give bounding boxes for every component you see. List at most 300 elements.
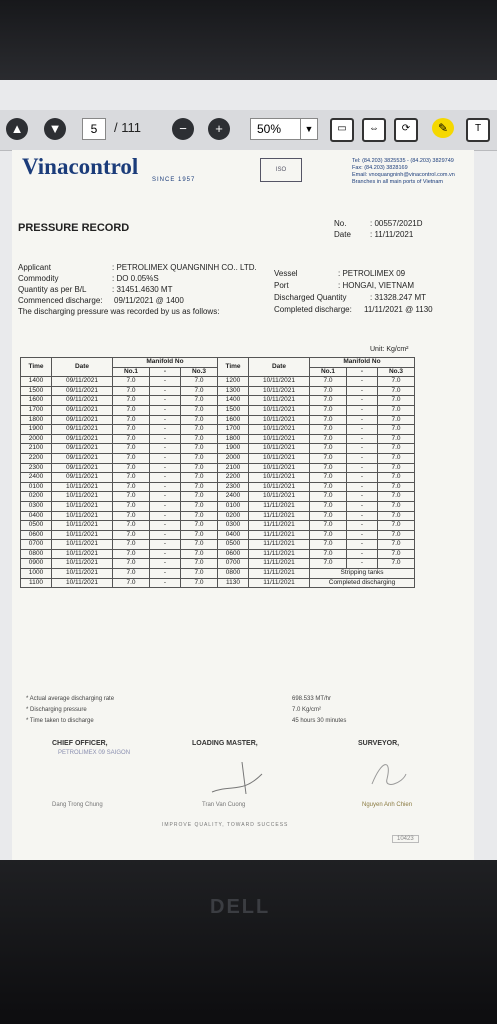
table-cell: - <box>150 453 181 463</box>
table-cell: 7.0 <box>378 463 415 473</box>
table-cell: 7.0 <box>113 453 150 463</box>
table-row <box>21 511 415 521</box>
table-cell: 2300 <box>21 463 52 473</box>
table-cell: 09/11/2021 <box>52 444 113 454</box>
table-cell: 7.0 <box>181 549 218 559</box>
zoom-out-icon[interactable]: − <box>172 118 194 140</box>
table-cell: 7.0 <box>310 396 347 406</box>
table-cell: 7.0 <box>378 386 415 396</box>
table-cell: - <box>347 492 378 502</box>
table-cell: 7.0 <box>378 444 415 454</box>
table-cell: 7.0 <box>310 386 347 396</box>
table-cell: 7.0 <box>378 405 415 415</box>
table-cell: - <box>150 492 181 502</box>
arrow-down-icon[interactable]: ▼ <box>44 118 66 140</box>
table-cell: - <box>150 578 181 588</box>
header-date-2: Date <box>249 358 310 377</box>
table-cell: - <box>150 425 181 435</box>
commenced-label: Commenced discharge: <box>18 296 103 305</box>
table-cell: 0500 <box>218 540 249 550</box>
table-cell: 7.0 <box>310 521 347 531</box>
comment-icon[interactable]: ✎ <box>432 118 454 138</box>
page-stamp: 10423 <box>392 835 419 843</box>
table-cell: 7.0 <box>113 578 150 588</box>
table-cell: - <box>347 405 378 415</box>
table-cell: 1600 <box>21 396 52 406</box>
table-cell: 7.0 <box>310 434 347 444</box>
table-cell: - <box>150 434 181 444</box>
chief-officer-name: Dang Trong Chung <box>52 802 103 808</box>
table-cell: - <box>150 569 181 579</box>
table-cell: 7.0 <box>113 549 150 559</box>
table-cell: 09/11/2021 <box>52 453 113 463</box>
table-cell: 2000 <box>218 453 249 463</box>
table-cell: 11/11/2021 <box>249 521 310 531</box>
company-address: Tel: (84.203) 3825535 - (84.203) 3829749 Fax: (84.203) 3828169 Email: vnoquangninh@vinacontrol.com.vn Branches in all main ports of Vietnam <box>352 158 455 185</box>
unit-label: Unit: Kg/cm² <box>370 346 409 353</box>
table-cell: 2000 <box>21 434 52 444</box>
table-cell: 09/11/2021 <box>52 473 113 483</box>
table-row <box>21 463 415 473</box>
table-row <box>21 569 415 579</box>
table-cell: - <box>347 415 378 425</box>
table-cell: - <box>150 444 181 454</box>
table-cell: 7.0 <box>113 482 150 492</box>
vessel-value: : PETROLIMEX 09 <box>338 269 406 278</box>
table-cell: - <box>347 540 378 550</box>
table-cell: 10/11/2021 <box>249 434 310 444</box>
table-cell: 10/11/2021 <box>52 501 113 511</box>
table-row <box>21 473 415 483</box>
table-cell: 10/11/2021 <box>249 473 310 483</box>
loading-master-name: Tran Van Cuong <box>202 802 246 808</box>
table-cell: 7.0 <box>181 530 218 540</box>
table-cell: 10/11/2021 <box>52 530 113 540</box>
table-cell: 7.0 <box>113 540 150 550</box>
table-cell: - <box>347 511 378 521</box>
table-cell: 10/11/2021 <box>249 444 310 454</box>
table-cell: 7.0 <box>378 549 415 559</box>
table-cell: 0400 <box>21 511 52 521</box>
table-cell: 11/11/2021 <box>249 540 310 550</box>
table-cell: 2400 <box>21 473 52 483</box>
port-value: : HONGAI, VIETNAM <box>338 281 415 290</box>
table-cell: 7.0 <box>113 396 150 406</box>
record-date-label: Date <box>334 230 351 239</box>
table-cell: 11/11/2021 <box>249 530 310 540</box>
table-cell: 10/11/2021 <box>52 578 113 588</box>
record-no-label: No. <box>334 219 347 228</box>
table-cell: 0800 <box>21 549 52 559</box>
page-number-input[interactable]: 5 <box>82 118 106 140</box>
table-row <box>21 501 415 511</box>
table-cell: - <box>150 405 181 415</box>
table-cell: 7.0 <box>181 540 218 550</box>
table-cell: 7.0 <box>378 434 415 444</box>
table-cell: 7.0 <box>378 377 415 387</box>
table-cell: 09/11/2021 <box>52 396 113 406</box>
commodity-label: Commodity <box>18 274 59 283</box>
table-cell: 11/11/2021 <box>249 559 310 569</box>
header-no3: No.3 <box>181 367 218 377</box>
monitor-brand: DELL <box>210 896 271 918</box>
table-cell: 7.0 <box>310 444 347 454</box>
table-row <box>21 549 415 559</box>
table-cell: 7.0 <box>310 405 347 415</box>
table-cell: 7.0 <box>113 492 150 502</box>
table-cell: 7.0 <box>310 453 347 463</box>
record-no-value: : 00557/2021D <box>370 219 423 228</box>
table-cell: 10/11/2021 <box>52 511 113 521</box>
table-cell: 7.0 <box>378 473 415 483</box>
table-cell: 7.0 <box>113 501 150 511</box>
table-cell: - <box>150 415 181 425</box>
table-row <box>21 482 415 492</box>
applicant-value: : PETROLIMEX QUANGNINH CO.. LTD. <box>112 263 257 272</box>
table-cell: 10/11/2021 <box>249 463 310 473</box>
table-cell: 0400 <box>218 530 249 540</box>
table-row <box>21 377 415 387</box>
table-cell: 0700 <box>21 540 52 550</box>
monitor-bezel-top <box>0 0 497 80</box>
pdf-page <box>12 150 474 860</box>
table-cell: - <box>347 482 378 492</box>
chevron-down-icon[interactable]: ▼ <box>300 118 318 140</box>
table-cell: 10/11/2021 <box>249 405 310 415</box>
table-cell: 1300 <box>218 386 249 396</box>
table-cell: 7.0 <box>378 530 415 540</box>
table-cell: 7.0 <box>181 578 218 588</box>
table-cell: 1900 <box>218 444 249 454</box>
table-note-cell: Completed discharging <box>310 578 415 588</box>
table-row <box>21 559 415 569</box>
recorded-note: The discharging pressure was recorded by us as follows: <box>18 307 220 316</box>
arrow-up-icon[interactable]: ▲ <box>6 118 28 140</box>
table-cell: 7.0 <box>378 482 415 492</box>
table-cell: 0500 <box>21 521 52 531</box>
table-cell: 2100 <box>21 444 52 454</box>
zoom-level-select[interactable]: 50% <box>250 118 302 140</box>
table-cell: 10/11/2021 <box>52 521 113 531</box>
table-cell: 7.0 <box>378 425 415 435</box>
table-cell: - <box>150 530 181 540</box>
table-cell: 7.0 <box>310 559 347 569</box>
table-cell: 7.0 <box>181 386 218 396</box>
table-row <box>21 492 415 502</box>
table-cell: 10/11/2021 <box>249 396 310 406</box>
table-cell: 11/11/2021 <box>249 549 310 559</box>
header-no1-2: No.1 <box>310 367 347 377</box>
table-note-cell: Stripping tanks <box>310 569 415 579</box>
table-cell: - <box>150 473 181 483</box>
table-cell: 7.0 <box>113 530 150 540</box>
table-cell: - <box>347 473 378 483</box>
table-row <box>21 434 415 444</box>
surveyor-signature <box>362 754 412 794</box>
table-cell: 7.0 <box>378 559 415 569</box>
table-cell: 09/11/2021 <box>52 425 113 435</box>
table-cell: - <box>150 559 181 569</box>
summary-labels: * Actual average discharging rate * Discharging pressure * Time taken to discharge <box>26 696 115 724</box>
table-cell: 1500 <box>218 405 249 415</box>
header-time-2: Time <box>218 358 249 377</box>
table-cell: 7.0 <box>181 492 218 502</box>
table-cell: 2300 <box>218 482 249 492</box>
table-cell: 11/11/2021 <box>249 501 310 511</box>
table-row <box>21 530 415 540</box>
header-no1: No.1 <box>113 367 150 377</box>
page-count: / 111 <box>114 120 141 135</box>
table-row <box>21 444 415 454</box>
table-cell: 10/11/2021 <box>249 377 310 387</box>
table-cell: 0300 <box>218 521 249 531</box>
table-cell: 2400 <box>218 492 249 502</box>
table-cell: 10/11/2021 <box>249 425 310 435</box>
table-cell: 09/11/2021 <box>52 377 113 387</box>
table-cell: 10/11/2021 <box>249 415 310 425</box>
table-cell: 11/11/2021 <box>249 578 310 588</box>
table-cell: 7.0 <box>310 482 347 492</box>
table-cell: 7.0 <box>181 434 218 444</box>
table-cell: 2100 <box>218 463 249 473</box>
table-cell: 7.0 <box>378 492 415 502</box>
table-cell: - <box>150 521 181 531</box>
zoom-in-icon[interactable]: + <box>208 118 230 140</box>
table-cell: 1800 <box>21 415 52 425</box>
table-cell: 7.0 <box>181 415 218 425</box>
table-cell: 7.0 <box>310 549 347 559</box>
table-cell: 7.0 <box>113 473 150 483</box>
iso-stamp: ISO <box>260 158 302 182</box>
monitor-bezel-bottom <box>0 860 497 1024</box>
header-no2: - <box>150 367 181 377</box>
table-cell: 7.0 <box>310 463 347 473</box>
table-cell: 7.0 <box>113 434 150 444</box>
table-cell: - <box>347 396 378 406</box>
header-date: Date <box>52 358 113 377</box>
table-cell: 7.0 <box>378 415 415 425</box>
table-row <box>21 405 415 415</box>
chief-officer-stamp: PETROLIMEX 09 SAIGON <box>58 750 131 756</box>
table-cell: 7.0 <box>113 415 150 425</box>
table-cell: 0600 <box>21 530 52 540</box>
table-cell: 0200 <box>21 492 52 502</box>
table-cell: - <box>150 396 181 406</box>
logo-since: SINCE 1957 <box>152 177 196 183</box>
table-cell: 7.0 <box>181 473 218 483</box>
table-cell: - <box>347 559 378 569</box>
table-cell: 1130 <box>218 578 249 588</box>
table-cell: 09/11/2021 <box>52 434 113 444</box>
table-cell: - <box>347 444 378 454</box>
table-cell: 7.0 <box>181 559 218 569</box>
table-cell: 7.0 <box>310 501 347 511</box>
table-cell: 0100 <box>21 482 52 492</box>
table-cell: - <box>347 377 378 387</box>
table-cell: 1700 <box>218 425 249 435</box>
table-cell: - <box>150 386 181 396</box>
applicant-label: Applicant <box>18 263 51 272</box>
table-cell: - <box>150 549 181 559</box>
table-cell: 10/11/2021 <box>249 453 310 463</box>
table-row <box>21 521 415 531</box>
table-cell: 10/11/2021 <box>52 492 113 502</box>
table-cell: - <box>347 453 378 463</box>
table-cell: 7.0 <box>113 569 150 579</box>
table-cell: - <box>347 530 378 540</box>
document-title: PRESSURE RECORD <box>18 222 130 234</box>
table-cell: 7.0 <box>181 511 218 521</box>
table-cell: 09/11/2021 <box>52 463 113 473</box>
header-no3-2: No.3 <box>378 367 415 377</box>
table-cell: - <box>150 463 181 473</box>
table-cell: - <box>347 463 378 473</box>
completed-label: Completed discharge: <box>274 305 352 314</box>
table-row <box>21 386 415 396</box>
table-cell: 2200 <box>21 453 52 463</box>
table-cell: - <box>347 521 378 531</box>
table-cell: 7.0 <box>310 492 347 502</box>
table-cell: 7.0 <box>181 453 218 463</box>
table-cell: 10/11/2021 <box>52 559 113 569</box>
table-cell: 0700 <box>218 559 249 569</box>
table-cell: 7.0 <box>310 511 347 521</box>
loading-master-title: LOADING MASTER, <box>192 740 258 747</box>
header-time: Time <box>21 358 52 377</box>
table-cell: 7.0 <box>181 482 218 492</box>
table-row <box>21 453 415 463</box>
table-cell: 7.0 <box>181 405 218 415</box>
fit-width-icon[interactable]: ⇔ <box>362 118 386 142</box>
table-cell: 10/11/2021 <box>249 482 310 492</box>
highlight-icon[interactable]: T <box>466 118 490 142</box>
table-cell: 1200 <box>218 377 249 387</box>
table-cell: - <box>347 425 378 435</box>
table-cell: 7.0 <box>310 530 347 540</box>
table-cell: 7.0 <box>378 511 415 521</box>
completed-value: 11/11/2021 @ 1130 <box>364 305 433 314</box>
summary-values: 698.533 MT/hr 7.0 Kg/cm² 45 hours 30 minutes <box>292 696 347 724</box>
table-cell: 2200 <box>218 473 249 483</box>
screen <box>0 80 497 860</box>
header-manifold: Manifold No <box>113 358 218 368</box>
table-cell: - <box>150 377 181 387</box>
table-cell: 7.0 <box>310 425 347 435</box>
table-cell: 10/11/2021 <box>52 482 113 492</box>
table-cell: 7.0 <box>378 521 415 531</box>
table-cell: 0600 <box>218 549 249 559</box>
record-date-value: : 11/11/2021 <box>370 230 414 239</box>
table-cell: 0900 <box>21 559 52 569</box>
table-cell: 0300 <box>21 501 52 511</box>
pdf-toolbar <box>0 110 497 151</box>
table-cell: 09/11/2021 <box>52 415 113 425</box>
table-cell: 7.0 <box>113 444 150 454</box>
table-cell: - <box>150 482 181 492</box>
pressure-table <box>20 357 415 588</box>
table-cell: 10/11/2021 <box>249 492 310 502</box>
table-cell: 0200 <box>218 511 249 521</box>
table-cell: 10/11/2021 <box>249 386 310 396</box>
vessel-label: Vessel <box>274 269 298 278</box>
table-cell: 0800 <box>218 569 249 579</box>
table-cell: 7.0 <box>310 415 347 425</box>
table-cell: 7.0 <box>378 453 415 463</box>
table-cell: 10/11/2021 <box>52 540 113 550</box>
surveyor-name: Nguyen Anh Chien <box>362 802 413 808</box>
discharged-qty-label: Discharged Quantity <box>274 293 347 302</box>
table-cell: 7.0 <box>378 501 415 511</box>
table-row <box>21 578 415 588</box>
table-cell: 1400 <box>21 377 52 387</box>
table-cell: 7.0 <box>181 501 218 511</box>
table-cell: 7.0 <box>113 377 150 387</box>
table-cell: 10/11/2021 <box>52 549 113 559</box>
table-cell: 7.0 <box>113 521 150 531</box>
commodity-value: : DO 0.05%S <box>112 274 159 283</box>
table-cell: - <box>347 549 378 559</box>
master-signature <box>202 754 282 800</box>
table-cell: - <box>347 501 378 511</box>
table-cell: 7.0 <box>113 463 150 473</box>
table-cell: 7.0 <box>181 569 218 579</box>
table-cell: - <box>150 511 181 521</box>
fit-page-icon[interactable]: ▭ <box>330 118 354 142</box>
table-cell: 7.0 <box>181 377 218 387</box>
table-cell: 7.0 <box>310 540 347 550</box>
table-cell: 1000 <box>21 569 52 579</box>
company-logo: Vinacontrol <box>22 154 139 179</box>
table-row <box>21 415 415 425</box>
table-cell: - <box>347 434 378 444</box>
table-cell: - <box>150 501 181 511</box>
table-cell: 1900 <box>21 425 52 435</box>
table-cell: 7.0 <box>310 377 347 387</box>
table-cell: 1600 <box>218 415 249 425</box>
quantity-value: : 31451.4630 MT <box>112 285 173 294</box>
table-cell: 7.0 <box>113 425 150 435</box>
table-cell: 1100 <box>21 578 52 588</box>
table-cell: 1700 <box>21 405 52 415</box>
table-cell: 7.0 <box>113 386 150 396</box>
table-cell: 1800 <box>218 434 249 444</box>
table-cell: 1500 <box>21 386 52 396</box>
table-cell: 7.0 <box>181 396 218 406</box>
rotate-icon[interactable]: ⟳ <box>394 118 418 142</box>
discharged-qty-value: : 31328.247 MT <box>370 293 427 302</box>
table-cell: 7.0 <box>113 511 150 521</box>
table-row <box>21 396 415 406</box>
port-label: Port <box>274 281 289 290</box>
table-cell: 7.0 <box>310 473 347 483</box>
table-cell: 09/11/2021 <box>52 405 113 415</box>
table-row <box>21 425 415 435</box>
table-cell: 7.0 <box>113 405 150 415</box>
table-cell: 7.0 <box>181 463 218 473</box>
table-cell: 09/11/2021 <box>52 386 113 396</box>
table-cell: 11/11/2021 <box>249 569 310 579</box>
table-cell: 10/11/2021 <box>52 569 113 579</box>
table-cell: 7.0 <box>378 540 415 550</box>
table-row <box>21 540 415 550</box>
header-no2-2: - <box>347 367 378 377</box>
table-cell: 7.0 <box>181 444 218 454</box>
table-cell: 11/11/2021 <box>249 511 310 521</box>
header-manifold-2: Manifold No <box>310 358 415 368</box>
table-cell: 1400 <box>218 396 249 406</box>
table-cell: - <box>347 386 378 396</box>
commenced-value: 09/11/2021 @ 1400 <box>114 296 184 305</box>
